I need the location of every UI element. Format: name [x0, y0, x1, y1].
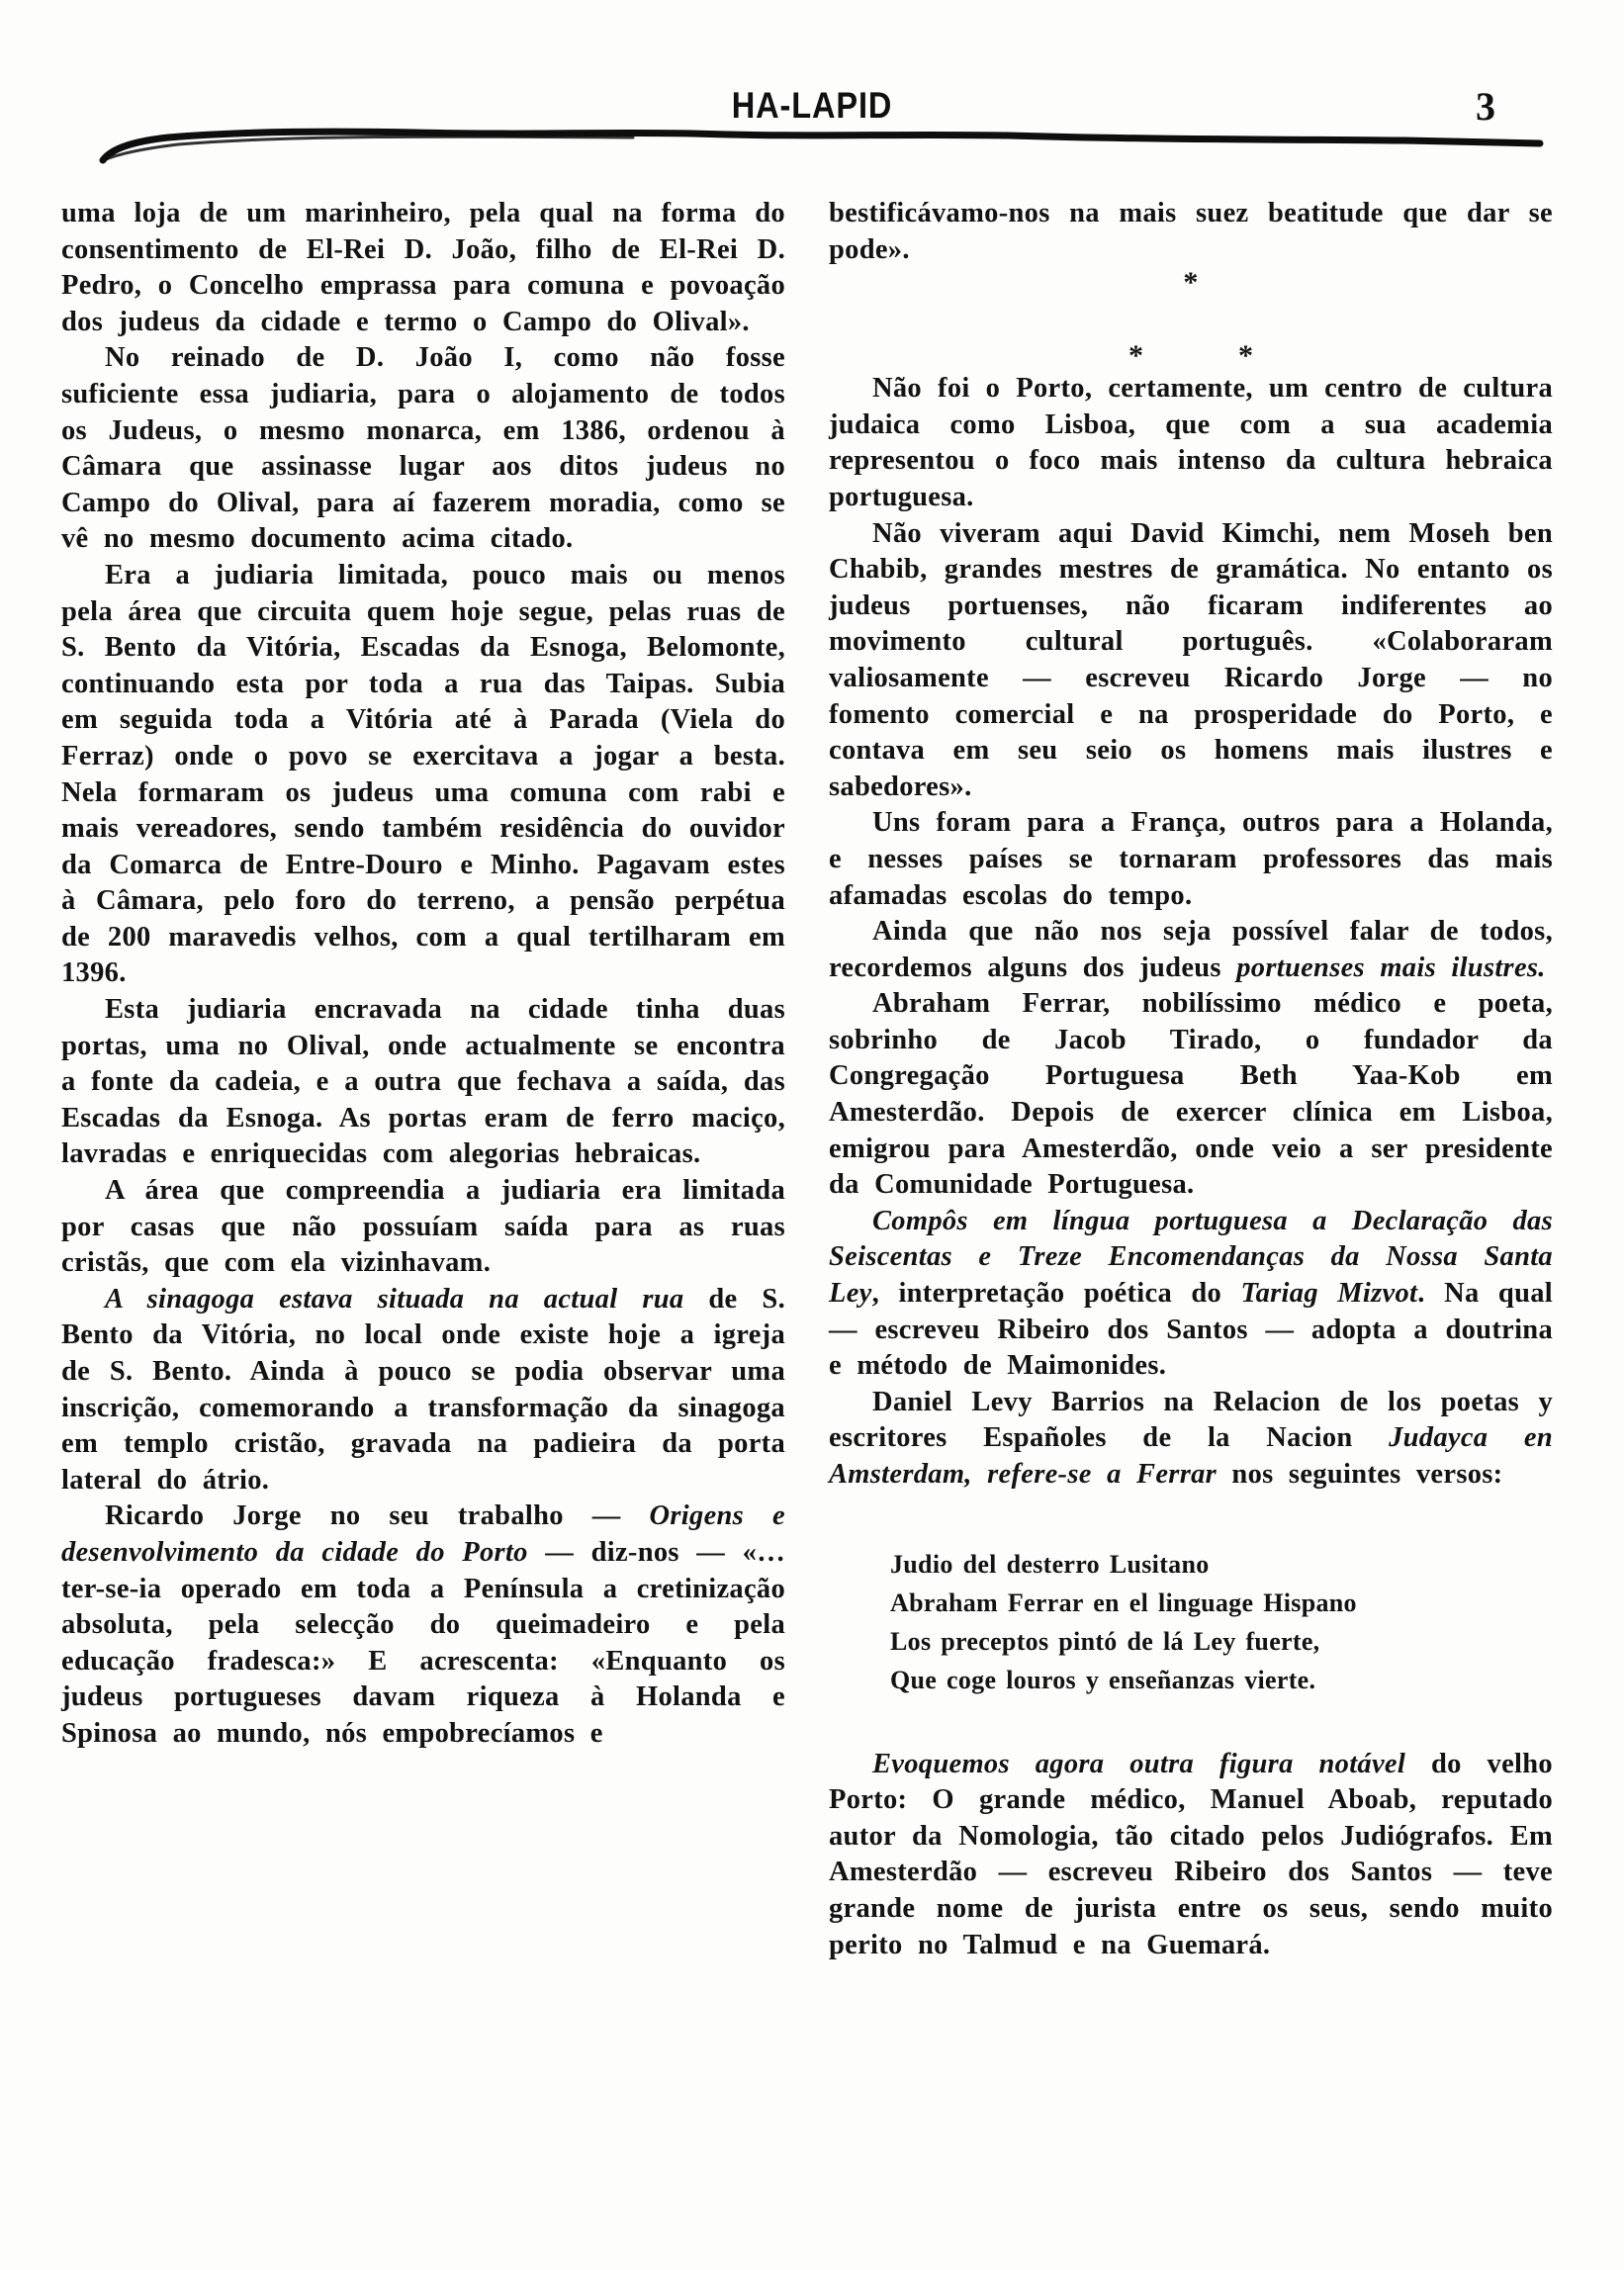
paragraph — [829, 516, 1553, 806]
journal-title: HA-LAPID — [731, 85, 893, 126]
separator-asterisk-right: * — [1238, 339, 1253, 373]
verse-block — [890, 1545, 1553, 1699]
italic-text-segment: Judayca en Amsterdam, refere-se a Ferrar — [829, 1422, 1553, 1490]
text-segment: A área que compreendia a judiaria era limitada por casas que não possuíam saída para as ruas cristãs, que com ela vizinhavam. — [61, 1175, 785, 1279]
verse-line: Los preceptos pintó de lá Ley fuerte, — [890, 1626, 1320, 1656]
italic-text-segment: Evoquemos agora outra figura notável — [872, 1748, 1406, 1779]
quote-paragraph — [61, 196, 785, 340]
verse-line: Que coge louros y enseñanzas vierte. — [890, 1665, 1316, 1694]
separator-asterisk-row — [829, 341, 1553, 371]
left-column — [61, 196, 785, 1753]
paragraph — [61, 558, 785, 992]
header-rule — [0, 109, 1624, 178]
italic-text-segment: Tariag Mizvot — [1240, 1278, 1418, 1310]
text-segment: do velho Porto: O grande médico, Manuel Aboab, reputado autor da Nomologia, tão citado pelos Judiógrafos. Em Amesterdão — escreveu Ribeiro dos Santos — teve grande nome de jurista entre os seus, sendo muito perito no Talmud e na Guemará. — [829, 1748, 1553, 1960]
right-column — [829, 196, 1553, 1963]
page-number: 3 — [1476, 84, 1495, 129]
text-segment: Abraham Ferrar, nobilíssimo médico e poeta, sobrinho de Jacob Tirado, o fundador da Congregação Portuguesa Beth Yaa-Kob em Amesterdão. Depois de exercer clínica em Lisboa, emigrou para Amesterdão, onde veio a ser presidente da Comunidade Portuguesa. — [829, 988, 1553, 1201]
asterisk-separator — [829, 268, 1553, 371]
paragraph — [829, 805, 1553, 914]
italic-text-segment: Origens e desenvolvimento da cidade do Porto — [61, 1500, 785, 1568]
paragraph — [829, 1385, 1553, 1494]
paragraph — [61, 992, 785, 1173]
paragraph — [829, 371, 1553, 515]
italic-text-segment: A sinagoga estava situada na actual rua — [105, 1283, 684, 1315]
text-segment: Daniel Levy Barrios na Relacion de los poetas y escritores Españoles de la Nacion — [829, 1386, 1553, 1454]
paragraph — [61, 1173, 785, 1282]
paragraph — [829, 986, 1553, 1204]
paragraph — [829, 914, 1553, 986]
separator-asterisk-top: * — [1183, 266, 1199, 300]
italic-text-segment: portuenses mais ilustres. — [1236, 952, 1546, 983]
verse-line: Abraham Ferrar en el linguage Hispano — [890, 1588, 1357, 1617]
text-segment: nos seguintes versos: — [1217, 1459, 1503, 1490]
text-segment: de S. Bento da Vitória, no local onde existe hoje a igreja de S. Bento. Ainda à pouco se podia observar uma inscrição, comemorando a transformação da sinagoga em templo cristão, gravada na padieira da porta lateral do átrio. — [61, 1283, 785, 1496]
text-segment: Esta judiaria encravada na cidade tinha duas portas, uma no Olival, onde actualmente se encontra a fonte da cadeia, e a outra que fechava a saída, das Escadas da Esnoga. As portas eram de ferro maciço, lavradas e enriquecidas com alegorias hebraicas. — [61, 994, 785, 1170]
text-segment: Ricardo Jorge no seu trabalho — — [105, 1500, 650, 1532]
text-segment: Não foi o Porto, certamente, um centro de cultura judaica como Lisboa, que com a sua academia representou o foco mais intenso da cultura hebraica portuguesa. — [829, 373, 1553, 512]
verse-line: Judio del desterro Lusitano — [890, 1549, 1210, 1579]
text-segment: Ainda que não nos seja possível falar de todos, recordemos alguns dos judeus — [829, 916, 1553, 983]
text-segment: — diz-nos — «…ter-se-ia operado em toda a Península a cretinização absoluta, pela selecção do queimadeiro e pela educação fradesca:» E acrescenta: «Enquanto os judeus portugueses davam riqueza à Holanda e Spinosa ao mundo, nós empobrecíamos e — [61, 1536, 785, 1749]
text-segment: uma loja de um marinheiro, pela qual na forma do consentimento de El-Rei D. João, filho de El-Rei D. Pedro, o Concelho emprassa para comuna e povoação dos judeus da cidade e termo o Campo do Olival». — [61, 198, 785, 337]
paragraph — [829, 196, 1553, 268]
paragraph — [61, 1498, 785, 1752]
text-segment: . Na qual — escreveu Ribeiro dos Santos — adopta a doutrina e método de Maimonides. — [829, 1278, 1553, 1382]
paragraph — [61, 1282, 785, 1499]
text-segment: Não viveram aqui David Kimchi, nem Moseh ben Chabib, grandes mestres de gramática. No entanto os judeus portuenses, não ficaram indiferentes ao movimento cultural português. «Colaboraram valiosamente — escreveu Ricardo Jorge — no fomento comercial e na prosperidade do Porto, e contava em seu seio os homens mais ilustres e sabedores». — [829, 517, 1553, 802]
text-segment: No reinado de D. João I, como não fosse suficiente essa judiaria, para o alojamento de todos os Judeus, o mesmo monarca, em 1386, ordenou à Câmara que assinasse lugar aos ditos judeus no Campo do Olival, para aí fazerem moradia, como se vê no mesmo documento acima citado. — [61, 342, 785, 555]
text-segment: Uns foram para a França, outros para a Holanda, e nesses países se tornaram professores das mais afamadas escolas do tempo. — [829, 807, 1553, 911]
paragraph — [61, 340, 785, 558]
separator-asterisk-left: * — [1128, 339, 1143, 373]
paragraph — [829, 1747, 1553, 1964]
text-segment: bestificávamo-nos na mais suez beatitude que dar se pode». — [829, 198, 1553, 265]
text-segment: Era a judiaria limitada, pouco mais ou menos pela área que circuita quem hoje segue, pelas ruas de S. Bento da Vitória, Escadas da Esnoga, Belomonte, continuando esta por toda a rua das Taipas. Subia em seguida toda a Vitória até à Parada (Viela do Ferraz) onde o povo se exercitava a jogar a besta. Nela formaram os judeus uma comuna com rabi e mais vereadores, sendo também residência do ouvidor da Comarca de Entre-Douro e Minho. Pagavam estes à Câmara, pelo foro do terreno, a pensão perpétua de 200 maravedis velhos, com a qual tertilharam em 1396. — [61, 559, 785, 989]
paragraph — [829, 1204, 1553, 1385]
text-segment: , interpretação poética do — [871, 1278, 1241, 1310]
italic-text-segment: Compôs em língua portuguesa a Declaração das Seiscentas e Treze Encomendanças da Nossa Santa Ley — [829, 1205, 1553, 1310]
